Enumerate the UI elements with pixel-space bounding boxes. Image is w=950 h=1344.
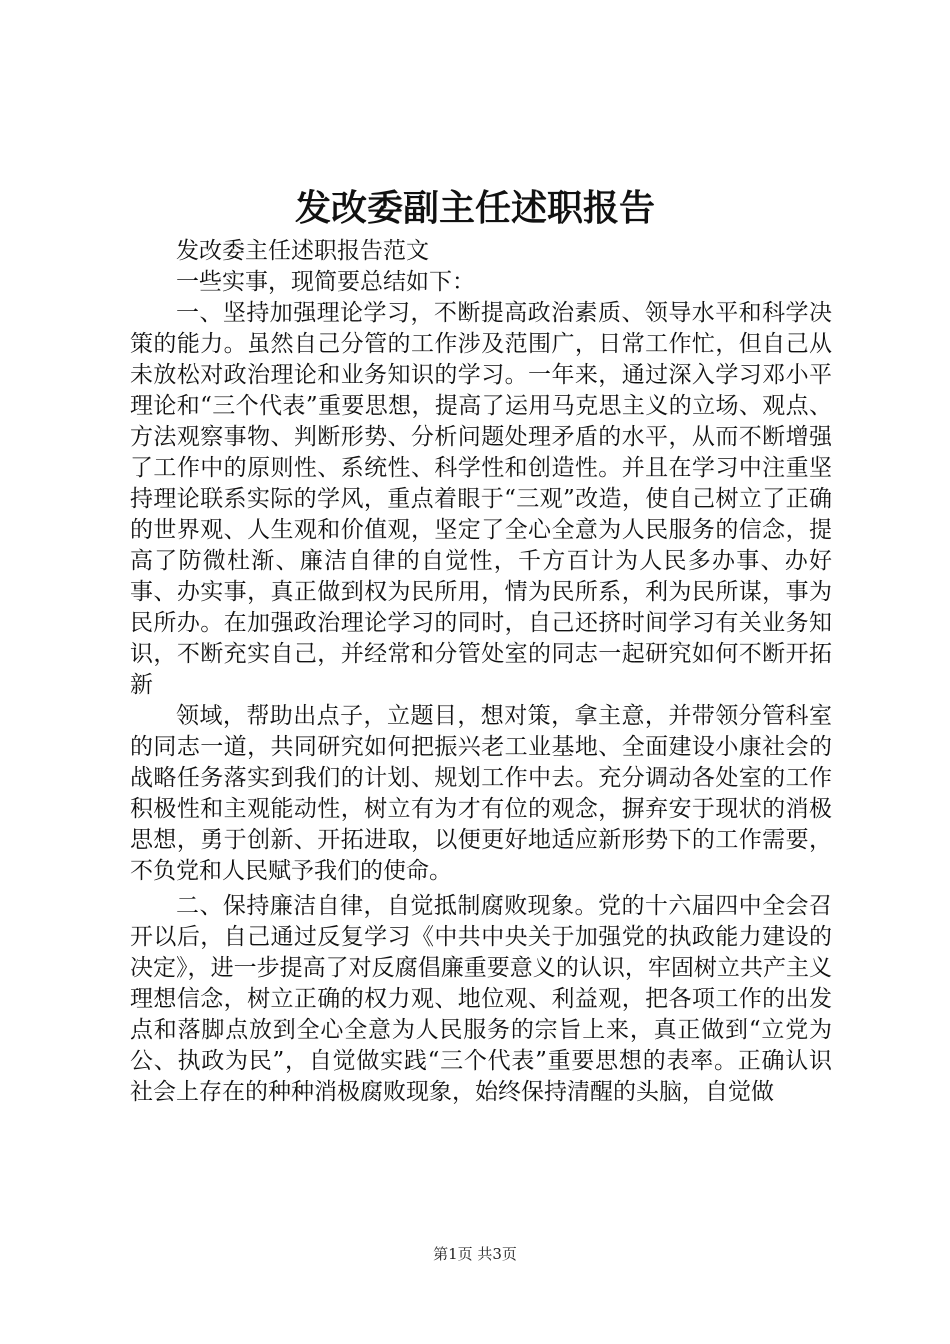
paragraph-section-2: 二、保持廉洁自律，自觉抵制腐败现象。党的十六届四中全会召开以后，自己通过反复学习《中共中央关于加强党的执政能力建设的决定》，进一步提高了对反腐倡廉重要意义的认识，牢固树立共产主义理想信念，树立正确的权力观、地位观、利益观，把各项工作的出发点和落脚点放到全心全意为人民服务的宗旨上来，真正做到“立党为公、执政为民”，自觉做实践“三个代表”重要思想的表率。正确认识社会上存在的种种消极腐败现象，始终保持清醒的头脑，自觉做 [130,893,832,1105]
paragraph-subtitle: 发改委主任述职报告范文 [176,238,429,264]
page-footer: 第1页 共3页 [433,1245,517,1263]
document-title: 发改委副主任述职报告 [294,187,655,229]
paragraph-intro: 一些实事，现简要总结如下： [176,269,475,295]
paragraph-section-1-continued: 领域，帮助出点子，立题目，想对策，拿主意，并带领分管科室的同志一道，共同研究如何把振兴老工业基地、全面建设小康社会的战略任务落实到我们的计划、规划工作中去。充分调动各处室的工作积极性和主观能动性，树立有为才有位的观念，摒弃安于现状的消极思想，勇于创新、开拓进取，以便更好地适应新形势下的工作需要，不负党和人民赋予我们的使命。 [130,703,832,884]
document-body [130,236,832,1108]
paragraph-section-1: 一、坚持加强理论学习，不断提高政治素质、领导水平和科学决策的能力。虽然自己分管的工作涉及范围广，日常工作忙，但自己从未放松对政治理论和业务知识的学习。一年来，通过深入学习邓小平理论和“三个代表”重要思想，提高了运用马克思主义的立场、观点、方法观察事物、判断形势、分析问题处理矛盾的水平，从而不断增强了工作中的原则性、系统性、科学性和创造性。并且在学习中注重坚持理论联系实际的学风，重点着眼于“三观”改造，使自己树立了正确的世界观、人生观和价值观，坚定了全心全意为人民服务的信念，提高了防微杜渐、廉洁自律的自觉性，千方百计为人民多办事、办好事、办实事，真正做到权为民所用，情为民所系，利为民所谋，事为民所办。在加强政治理论学习的同时，自己还挤时间学习有关业务知识，不断充实自己，并经常和分管处室的同志一起研究如何不断开拓新 [130,300,832,698]
